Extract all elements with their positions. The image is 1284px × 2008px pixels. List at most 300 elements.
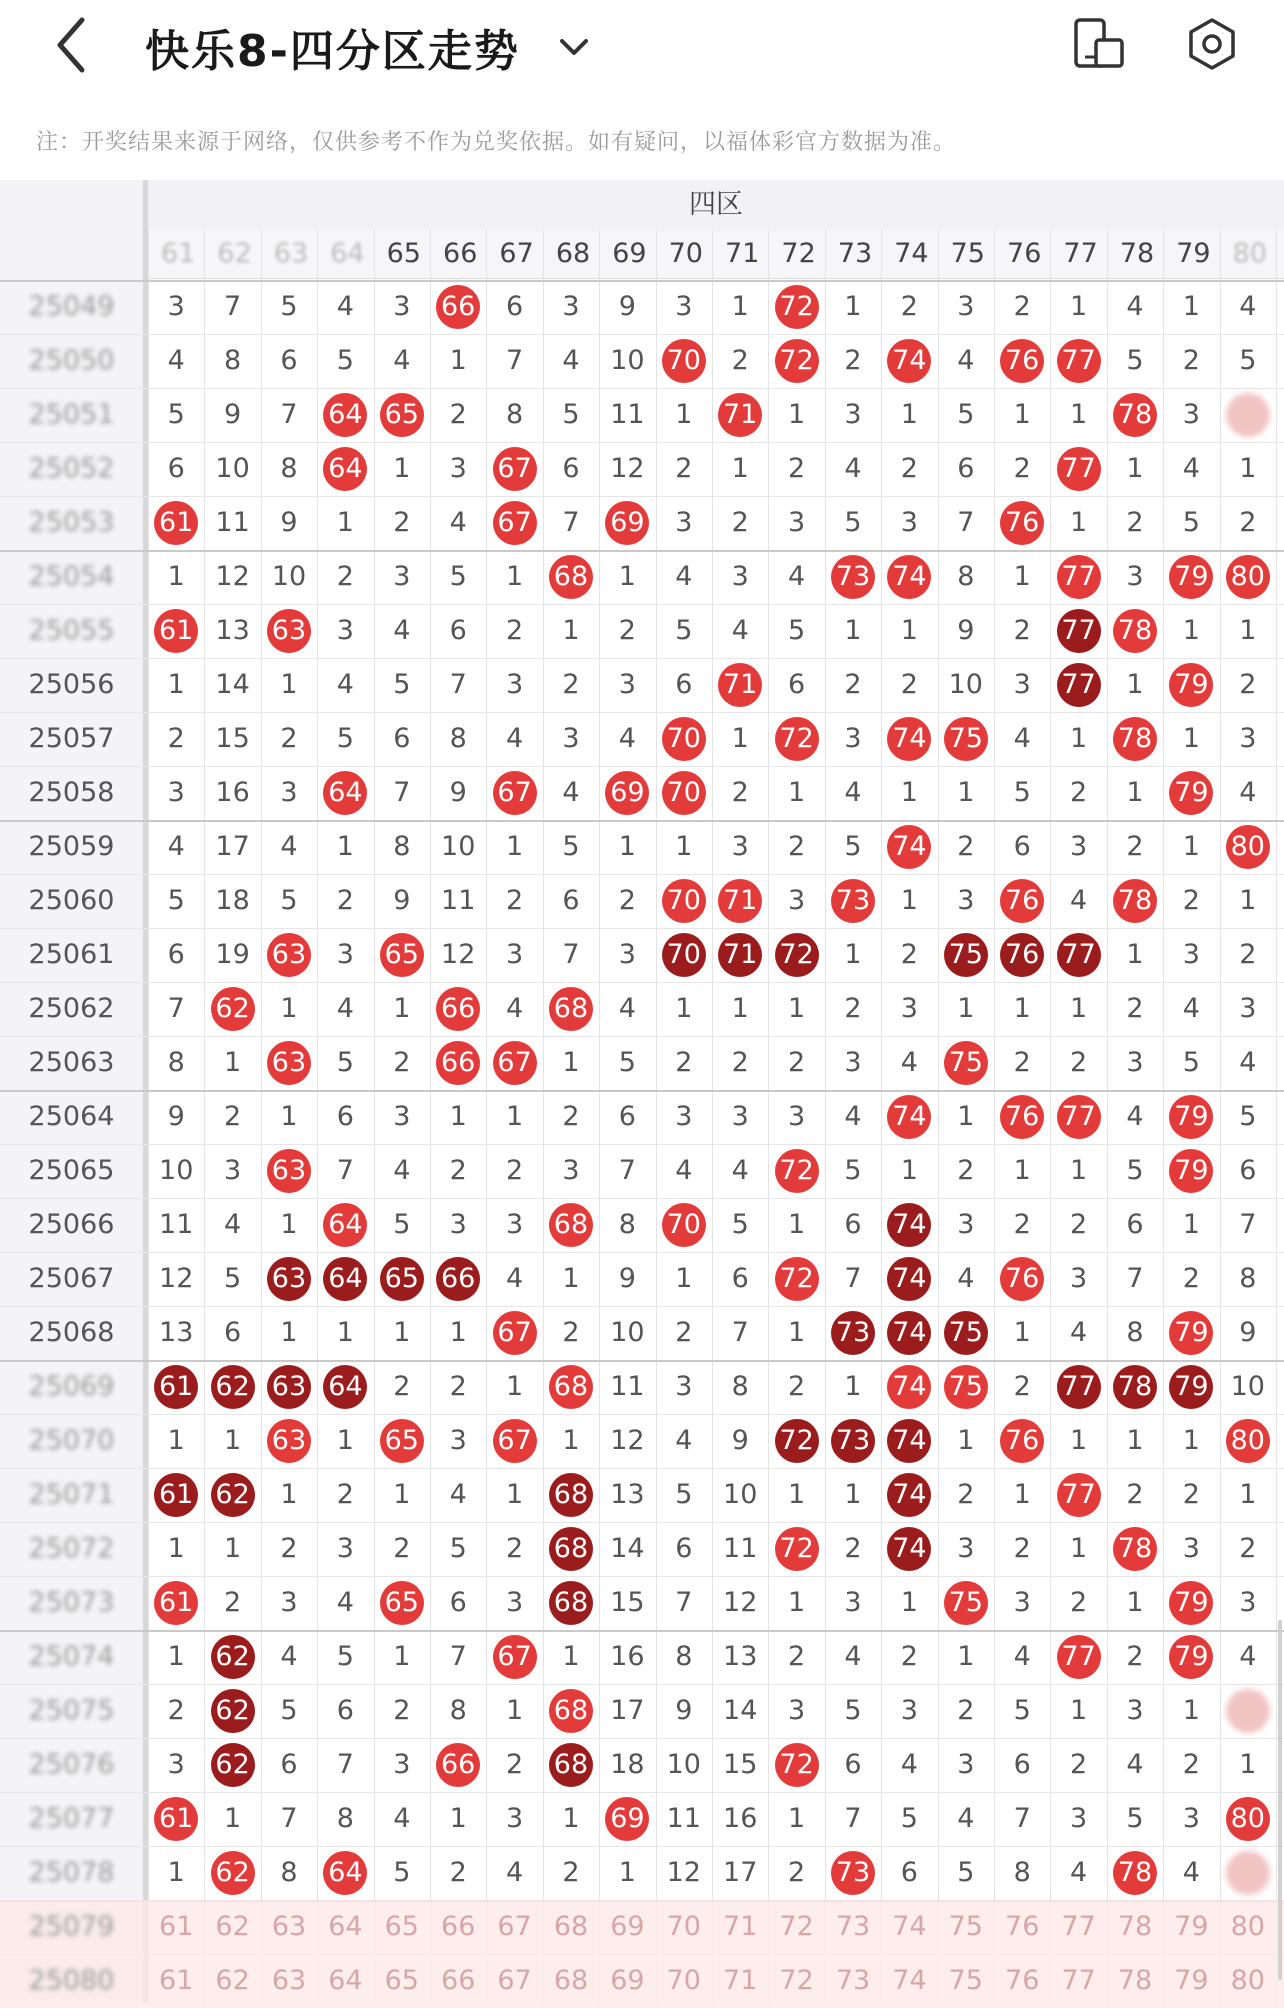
miss-count: 1	[562, 1047, 580, 1078]
miss-count: 5	[618, 1047, 636, 1078]
trend-cell-partial: 64	[328, 1965, 363, 1996]
miss-count: 3	[449, 453, 467, 484]
miss-count: 1	[505, 561, 524, 592]
miss-count: 9	[1239, 1317, 1257, 1348]
miss-count: 2	[787, 1371, 806, 1402]
hit-ball	[1220, 820, 1276, 874]
miss-count: 3	[449, 1209, 467, 1240]
miss-count: 2	[1013, 615, 1031, 646]
miss-count: 1	[1069, 723, 1088, 754]
miss-count: 7	[562, 939, 580, 970]
hit-ball	[1107, 388, 1163, 442]
miss-count: 11	[610, 1371, 645, 1402]
ball-number: 73	[831, 555, 875, 599]
hit-ball	[768, 1414, 824, 1468]
miss-count: 6	[505, 291, 524, 322]
miss-count: 4	[1126, 1749, 1144, 1780]
miss-count: 3	[1126, 1695, 1144, 1726]
column-header-68: 68	[555, 238, 591, 269]
miss-count: 6	[280, 1749, 298, 1780]
ball-number: 63	[267, 1257, 311, 1301]
miss-count: 4	[900, 1749, 918, 1780]
miss-count: 5	[1126, 345, 1144, 376]
miss-count: 4	[1239, 1641, 1257, 1672]
miss-count: 3	[336, 1533, 354, 1564]
miss-count: 2	[957, 831, 975, 862]
issue-number: 25059	[28, 831, 115, 862]
miss-count: 2	[449, 1155, 467, 1186]
trend-cell-partial: 71	[723, 1965, 758, 1996]
miss-count: 8	[1239, 1263, 1257, 1294]
ball-number: 78	[1113, 1851, 1157, 1895]
miss-count: 5	[336, 1641, 354, 1672]
miss-count: 2	[449, 399, 467, 430]
ball-number: 77	[1057, 933, 1101, 977]
hit-ball	[1107, 1846, 1163, 1900]
hit-ball	[1107, 604, 1163, 658]
hit-ball	[204, 1684, 260, 1738]
column-header-62: 62	[217, 238, 252, 269]
miss-count: 1	[280, 669, 298, 700]
ball-number: 78	[1113, 393, 1157, 437]
hit-ball	[825, 1306, 881, 1360]
hit-ball	[938, 1576, 994, 1630]
column-header-row	[148, 230, 1284, 279]
miss-count: 5	[280, 291, 298, 322]
ball-number: 72	[775, 1149, 819, 1193]
miss-count: 3	[336, 939, 354, 970]
miss-count: 1	[167, 1533, 185, 1564]
ball-number: 77	[1057, 1635, 1101, 1679]
miss-count: 2	[1239, 669, 1257, 700]
miss-count: 2	[562, 1317, 580, 1348]
hit-ball	[1050, 1630, 1106, 1684]
top-nav-bar	[0, 0, 1284, 100]
ball-number: 67	[493, 1311, 537, 1355]
ball-number: 71	[718, 879, 762, 923]
miss-count: 1	[223, 1803, 242, 1834]
miss-count: 1	[1182, 615, 1200, 646]
hit-ball	[430, 1738, 486, 1792]
issue-number: 25055	[28, 615, 115, 646]
ball-number: 74	[887, 1365, 931, 1409]
miss-count: 1	[900, 777, 918, 808]
miss-count: 2	[618, 885, 636, 916]
miss-count: 5	[900, 1803, 918, 1834]
miss-count: 2	[675, 1317, 693, 1348]
ball-number: 79	[1169, 663, 1213, 707]
hit-ball	[317, 1360, 373, 1414]
miss-count: 1	[1239, 615, 1257, 646]
miss-count: 7	[844, 1803, 862, 1834]
landscape-toggle-button[interactable]	[1068, 14, 1128, 74]
miss-count: 3	[1069, 831, 1088, 862]
trend-cell-partial: 74	[892, 1965, 927, 1996]
miss-count: 4	[675, 1155, 693, 1186]
issue-number: 25065	[28, 1155, 115, 1186]
ball-number: 76	[1000, 933, 1044, 977]
miss-count: 1	[1239, 885, 1257, 916]
miss-count: 2	[393, 1047, 411, 1078]
miss-count: 3	[393, 561, 411, 592]
miss-count: 5	[787, 615, 806, 646]
miss-count: 4	[787, 561, 806, 592]
ball-number: 61	[154, 609, 198, 653]
ball-number: 74	[887, 1257, 931, 1301]
miss-count: 1	[167, 1857, 185, 1888]
ball-number: 79	[1169, 1635, 1213, 1679]
miss-count: 2	[1013, 291, 1031, 322]
miss-count: 3	[562, 291, 580, 322]
column-header-61: 61	[161, 238, 196, 269]
miss-count: 4	[336, 1587, 354, 1618]
issue-number: 25053	[28, 507, 115, 538]
hit-ball	[148, 1360, 204, 1414]
trend-cell-partial: 79	[1174, 1911, 1209, 1942]
miss-count: 10	[723, 1479, 758, 1510]
ball-number: 76	[1000, 339, 1044, 383]
hit-ball	[374, 388, 430, 442]
ball-number: 78	[1113, 1527, 1157, 1571]
miss-count: 4	[618, 723, 636, 754]
miss-count: 1	[449, 1803, 467, 1834]
hit-ball	[261, 928, 317, 982]
miss-count: 3	[1182, 1803, 1200, 1834]
miss-count: 3	[1182, 399, 1200, 430]
ball-number: 66	[436, 285, 480, 329]
miss-count: 2	[900, 669, 918, 700]
ball-number: 78	[1113, 1365, 1157, 1409]
hit-ball	[599, 766, 655, 820]
miss-count: 3	[1239, 1587, 1257, 1618]
miss-count: 7	[280, 1803, 298, 1834]
column-header-77: 77	[1063, 238, 1098, 269]
miss-count: 1	[1126, 939, 1144, 970]
miss-count: 2	[1069, 777, 1088, 808]
hit-ball	[1163, 766, 1219, 820]
miss-count: 1	[223, 1425, 242, 1456]
trend-cell-partial: 61	[159, 1965, 194, 1996]
miss-count: 5	[844, 507, 862, 538]
ball-number: 68	[549, 987, 593, 1031]
miss-count: 2	[167, 723, 185, 754]
miss-count: 1	[1126, 669, 1144, 700]
miss-count: 5	[844, 1695, 862, 1726]
ball-number: 70	[662, 339, 706, 383]
miss-count: 6	[167, 453, 185, 484]
miss-count: 4	[336, 669, 354, 700]
ball-number: 79	[1169, 1365, 1213, 1409]
ball-number: 74	[887, 1311, 931, 1355]
hit-ball	[543, 1576, 599, 1630]
ball-number: 70	[662, 879, 706, 923]
trend-cell-partial: 67	[497, 1965, 532, 1996]
miss-count: 18	[215, 885, 250, 916]
issue-number: 25062	[28, 993, 115, 1024]
trend-cell-partial: 68	[553, 1965, 589, 1996]
miss-count: 2	[1182, 1479, 1200, 1510]
miss-count: 1	[280, 1479, 298, 1510]
miss-count: 5	[957, 1857, 975, 1888]
miss-count: 9	[618, 1263, 636, 1294]
miss-count: 8	[505, 399, 524, 430]
trend-cell-partial: 78	[1117, 1965, 1153, 1996]
miss-count: 8	[731, 1371, 749, 1402]
ball-number: 72	[775, 1257, 819, 1301]
trend-cell-partial: 76	[1005, 1911, 1040, 1942]
ball-number: 66	[436, 987, 480, 1031]
ball-number: 78	[1113, 879, 1157, 923]
hit-ball	[768, 1738, 824, 1792]
hit-ball	[204, 1360, 260, 1414]
miss-count: 3	[167, 777, 185, 808]
trend-cell-partial: 67	[497, 1911, 532, 1942]
miss-count: 2	[505, 615, 524, 646]
hit-ball	[1050, 928, 1106, 982]
miss-count: 4	[1182, 453, 1200, 484]
miss-count: 12	[723, 1587, 758, 1618]
miss-count: 14	[215, 669, 250, 700]
miss-count: 1	[1069, 993, 1088, 1024]
hit-ball	[1220, 1414, 1276, 1468]
trend-cell-partial: 74	[892, 1911, 927, 1942]
miss-count: 4	[1126, 291, 1144, 322]
column-header-65: 65	[386, 238, 421, 269]
miss-count: 2	[393, 507, 411, 538]
column-header-80: 80	[1232, 238, 1267, 269]
ball-number: 68	[549, 1527, 593, 1571]
hit-ball	[712, 928, 768, 982]
hit-ball	[1220, 388, 1276, 442]
issue-number: 25051	[28, 399, 115, 430]
hit-ball	[825, 1414, 881, 1468]
miss-count: 2	[1239, 507, 1257, 538]
miss-count: 1	[957, 1641, 975, 1672]
miss-count: 1	[1182, 291, 1200, 322]
miss-count: 1	[1182, 1209, 1200, 1240]
miss-count: 1	[167, 669, 185, 700]
miss-count: 8	[449, 723, 467, 754]
miss-count: 3	[675, 507, 693, 538]
miss-count: 1	[900, 399, 918, 430]
miss-count: 1	[1069, 1695, 1088, 1726]
miss-count: 2	[844, 1533, 862, 1564]
hit-ball	[768, 334, 824, 388]
miss-count: 15	[610, 1587, 645, 1618]
lottery-type-selector[interactable]	[145, 14, 592, 80]
trend-cell-partial: 62	[215, 1911, 250, 1942]
issue-number: 25061	[28, 939, 115, 970]
ball-number: 68	[549, 1365, 593, 1409]
hit-ball	[543, 1738, 599, 1792]
miss-count: 6	[844, 1749, 862, 1780]
hit-ball	[148, 604, 204, 658]
miss-count: 5	[1013, 777, 1031, 808]
miss-count: 5	[562, 399, 580, 430]
hit-ball	[599, 496, 655, 550]
trend-cell-partial: 71	[723, 1911, 758, 1942]
miss-count: 4	[393, 345, 411, 376]
ball-number: 65	[380, 1581, 424, 1625]
miss-count: 8	[1013, 1857, 1031, 1888]
miss-count: 4	[1069, 1857, 1088, 1888]
miss-count: 1	[505, 1371, 524, 1402]
ball-number: 77	[1057, 609, 1101, 653]
ball-number: 64	[323, 771, 367, 815]
miss-count: 1	[1182, 1695, 1200, 1726]
ball-number: 68	[549, 1743, 593, 1787]
miss-count: 2	[1182, 1749, 1200, 1780]
issue-number: 25060	[28, 885, 115, 916]
miss-count: 5	[562, 831, 580, 862]
miss-count: 12	[610, 453, 645, 484]
hit-ball	[656, 928, 712, 982]
hit-ball	[1220, 1846, 1276, 1900]
scrollbar[interactable]	[1278, 1620, 1282, 1980]
hit-ball	[1050, 550, 1106, 604]
hit-ball	[317, 766, 373, 820]
miss-count: 2	[280, 1533, 298, 1564]
miss-count: 1	[787, 1587, 806, 1618]
hit-ball	[1220, 1684, 1276, 1738]
miss-count: 1	[731, 453, 749, 484]
hit-ball	[486, 496, 542, 550]
ball-number: 74	[887, 1473, 931, 1517]
hit-ball	[261, 1360, 317, 1414]
miss-count: 1	[1069, 291, 1088, 322]
miss-count: 5	[1182, 507, 1200, 538]
miss-count: 1	[336, 831, 354, 862]
miss-count: 3	[280, 1587, 298, 1618]
miss-count: 4	[957, 345, 975, 376]
miss-count: 1	[167, 1641, 185, 1672]
miss-count: 1	[844, 1479, 862, 1510]
miss-count: 1	[787, 1317, 806, 1348]
gear-icon	[1182, 14, 1242, 74]
trend-cell-partial: 65	[384, 1965, 419, 1996]
miss-count: 6	[1126, 1209, 1144, 1240]
miss-count: 1	[675, 399, 693, 430]
miss-count: 1	[1013, 1317, 1031, 1348]
hit-ball	[768, 280, 824, 334]
miss-count: 12	[666, 1857, 701, 1888]
miss-count: 5	[844, 1155, 862, 1186]
miss-count: 7	[336, 1155, 354, 1186]
miss-count: 1	[787, 1803, 806, 1834]
miss-count: 1	[1013, 399, 1031, 430]
miss-count: 2	[1013, 1047, 1031, 1078]
ball-number: 74	[887, 339, 931, 383]
issue-number: 25078	[28, 1857, 115, 1888]
miss-count: 2	[336, 1479, 354, 1510]
miss-count: 5	[731, 1209, 749, 1240]
ball-number: 67	[493, 1419, 537, 1463]
trend-cell-partial: 80	[1230, 1911, 1265, 1942]
miss-count: 3	[1239, 993, 1257, 1024]
back-button[interactable]	[52, 14, 92, 76]
issue-number: 25049	[28, 291, 115, 322]
miss-count: 9	[731, 1425, 749, 1456]
miss-count: 4	[393, 615, 411, 646]
column-header-70: 70	[668, 238, 703, 269]
trend-cell-partial: 75	[948, 1911, 983, 1942]
hit-ball	[430, 1252, 486, 1306]
hit-ball	[148, 1576, 204, 1630]
miss-count: 10	[159, 1155, 194, 1186]
hit-ball	[486, 1414, 542, 1468]
miss-count: 7	[223, 291, 242, 322]
miss-count: 2	[562, 669, 580, 700]
settings-button[interactable]	[1182, 14, 1242, 74]
hit-ball	[204, 1738, 260, 1792]
miss-count: 3	[844, 723, 862, 754]
miss-count: 10	[215, 453, 250, 484]
issue-number: 25068	[28, 1317, 115, 1348]
ball-number: 79	[1169, 1581, 1213, 1625]
miss-count: 3	[957, 1209, 975, 1240]
hit-ball	[1220, 1792, 1276, 1846]
hit-ball	[881, 550, 937, 604]
miss-count: 10	[441, 831, 476, 862]
ball-number: 62	[211, 1635, 255, 1679]
ball-number: 78	[1113, 717, 1157, 761]
trend-cell-partial: 65	[384, 1911, 419, 1942]
miss-count: 15	[723, 1749, 758, 1780]
miss-count: 16	[723, 1803, 758, 1834]
miss-count: 1	[1126, 1587, 1144, 1618]
miss-count: 2	[223, 1587, 242, 1618]
miss-count: 6	[844, 1209, 862, 1240]
hit-ball	[1163, 1090, 1219, 1144]
miss-count: 9	[280, 507, 298, 538]
miss-count: 2	[1013, 1371, 1031, 1402]
miss-count: 13	[723, 1641, 758, 1672]
ball-number: 72	[775, 1419, 819, 1463]
miss-count: 2	[675, 1047, 693, 1078]
miss-count: 1	[1182, 831, 1200, 862]
ball-number: 67	[493, 447, 537, 491]
miss-count: 1	[844, 615, 862, 646]
miss-count: 9	[167, 1101, 185, 1132]
trend-cell-partial: 69	[610, 1911, 645, 1942]
ball-number: 70	[662, 933, 706, 977]
ball-number: 76	[1000, 501, 1044, 545]
miss-count: 2	[1126, 831, 1144, 862]
miss-count: 6	[336, 1695, 354, 1726]
miss-count: 2	[1239, 1533, 1257, 1564]
miss-count: 6	[449, 1587, 467, 1618]
miss-count: 10	[271, 561, 307, 592]
ball-number: 75	[944, 1581, 988, 1625]
miss-count: 6	[957, 453, 975, 484]
ball-number: 79	[1169, 1095, 1213, 1139]
hit-ball	[712, 658, 768, 712]
issue-number: 25076	[28, 1749, 115, 1780]
miss-count: 5	[393, 1857, 411, 1888]
miss-count: 3	[957, 291, 975, 322]
miss-count: 1	[393, 453, 411, 484]
hit-ball	[204, 1468, 260, 1522]
miss-count: 2	[505, 1155, 524, 1186]
miss-count: 4	[280, 831, 298, 862]
miss-count: 14	[723, 1695, 758, 1726]
miss-count: 3	[393, 1101, 411, 1132]
miss-count: 2	[1126, 1641, 1144, 1672]
miss-count: 1	[336, 1425, 354, 1456]
ball-number: 70	[662, 1203, 706, 1247]
hit-ball	[768, 1522, 824, 1576]
hit-ball	[994, 1252, 1050, 1306]
